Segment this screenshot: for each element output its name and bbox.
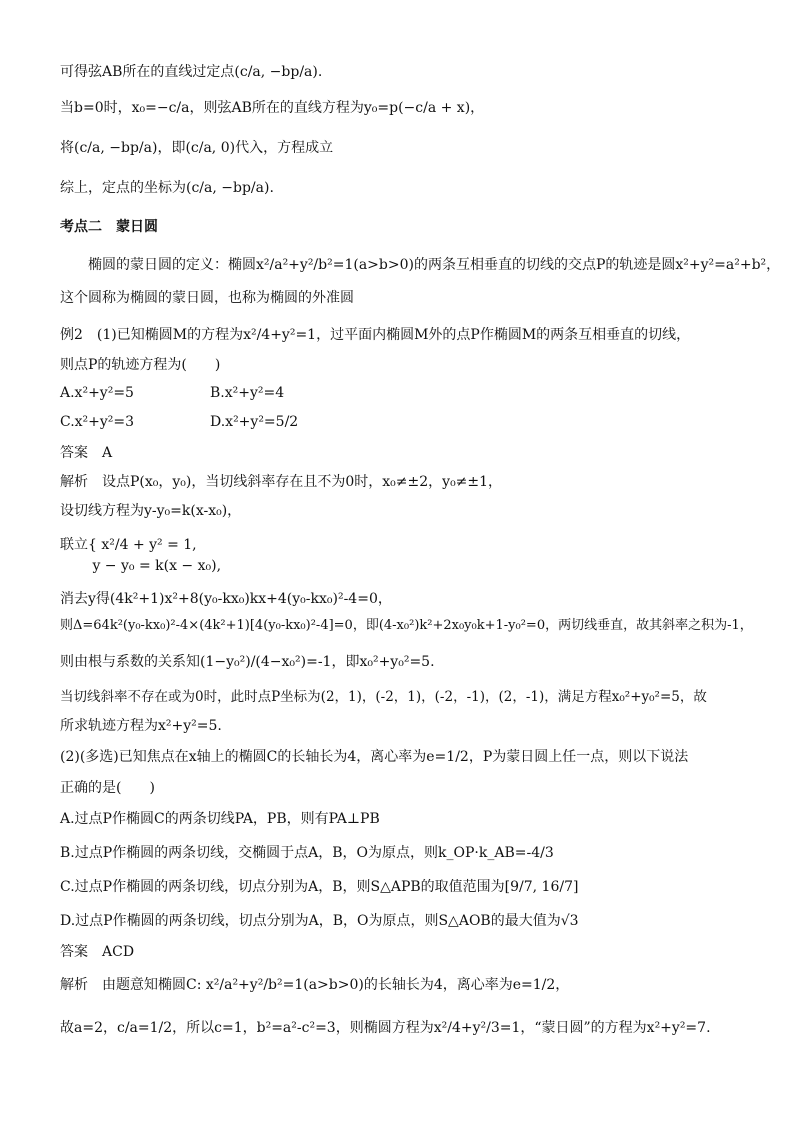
solution-line: 则Δ=64k²(y₀-kx₀)²-4×(4k²+1)[4(y₀-kx₀)²-4]=0，即(4-x₀²)k²+2x₀y₀k+1-y₀²=0，两切线垂直，故其斜率之积为-1，	[60, 618, 753, 633]
solution-line: 当切线斜率不存在或为0时，此时点P坐标为(2，1)，(-2，1)，(-2，-1)，(2，-1)，满足方程x₀²+y₀²=5，故	[60, 689, 707, 705]
options-row	[60, 383, 750, 403]
solution-line: y − y₀ = k(x − x₀),	[60, 558, 222, 574]
solution-line: 设切线方程为y-y₀=k(x-x₀)，	[60, 503, 242, 519]
definition-line: 这个圆称为椭圆的蒙日圆，也称为椭圆的外准圆	[60, 290, 354, 306]
option-a: A.过点P作椭圆C的两条切线PA，PB，则有PA⊥PB	[60, 811, 380, 827]
option-c: C.x²+y²=3	[60, 414, 135, 430]
answer-line: 答案 ACD	[60, 944, 135, 960]
answer-line: 答案 A	[60, 445, 113, 461]
example-line: 则点P的轨迹方程为( )	[60, 357, 221, 373]
solution-line: 故a=2，c/a=1/2，所以c=1，b²=a²-c²=3，则椭圆方程为x²/4+y²/3=1，“蒙日圆”的方程为x²+y²=7.	[60, 1020, 711, 1036]
example-line: (2)(多选)已知焦点在x轴上的椭圆C的长轴长为4，离心率为e=1/2，P为蒙日圆上任一点，则以下说法	[60, 749, 689, 765]
example-line: 例2 (1)已知椭圆M的方程为x²/4+y²=1，过平面内椭圆M外的点P作椭圆M的两条互相垂直的切线，	[60, 327, 691, 343]
options-row	[60, 412, 750, 432]
solution-line: 解析 设点P(x₀，y₀)，当切线斜率存在且不为0时，x₀≠±2，y₀≠±1，	[60, 474, 503, 490]
solution-line: 则由根与系数的关系知(1−y₀²)/(4−x₀²)=-1，即x₀²+y₀²=5.	[60, 654, 435, 670]
option-d: D.过点P作椭圆的两条切线，切点分别为A，B，O为原点，则S△AOB的最大值为√3	[60, 913, 579, 929]
option-b: B.x²+y²=4	[210, 385, 285, 401]
text-line: 可得弦AB所在的直线过定点(c/a, −bp/a).	[60, 64, 323, 80]
solution-line: 解析 由题意知椭圆C: x²/a²+y²/b²=1(a>b>0)的长轴长为4，离心率为e=1/2，	[60, 977, 570, 993]
text-line: 将(c/a, −bp/a)，即(c/a, 0)代入，方程成立	[60, 140, 334, 156]
text-line: 综上，定点的坐标为(c/a, −bp/a).	[60, 180, 274, 196]
section-heading: 考点二 蒙日圆	[60, 219, 158, 235]
option-a: A.x²+y²=5	[60, 385, 134, 401]
solution-line: 所求轨迹方程为x²+y²=5.	[60, 718, 222, 734]
solution-line: 消去y得(4k²+1)x²+8(y₀-kx₀)kx+4(y₀-kx₀)²-4=0，	[60, 591, 392, 607]
option-d: D.x²+y²=5/2	[210, 414, 299, 430]
example-line: 正确的是( )	[60, 780, 155, 796]
text-line: 当b=0时，x₀=−c/a，则弦AB所在的直线方程为y₀=p(−c/a + x)，	[60, 100, 485, 116]
definition-line: 椭圆的蒙日圆的定义：椭圆x²/a²+y²/b²=1(a>b>0)的两条互相垂直的切线的交点P的轨迹是圆x²+y²=a²+b²，	[88, 257, 781, 273]
option-b: B.过点P作椭圆的两条切线，交椭圆于点A，B，O为原点，则k_OP·k_AB=-4/3	[60, 845, 554, 861]
option-c: C.过点P作椭圆的两条切线，切点分别为A，B，则S△APB的取值范围为[9/7, 16/7]	[60, 879, 579, 895]
solution-line: 联立{ x²/4 + y² = 1,	[60, 537, 197, 553]
